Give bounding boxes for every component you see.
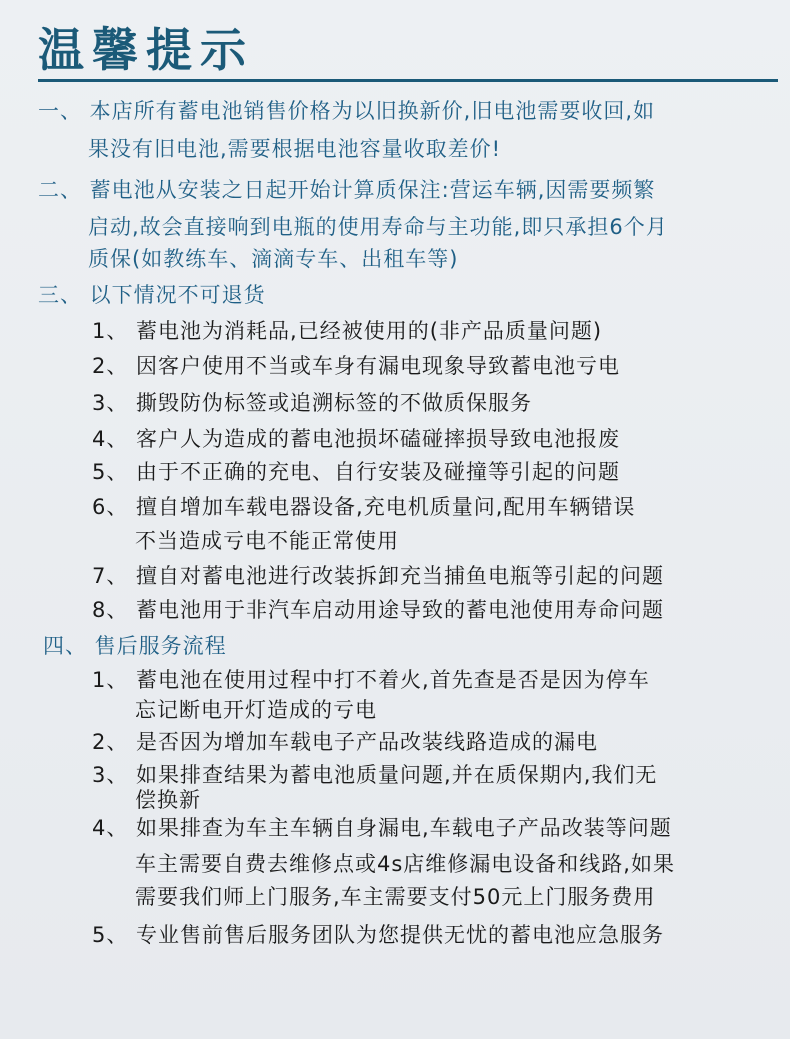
- section-2-line-1: 二、 蓄电池从安装之日起开始计算质保注:营运车辆,因需要频繁: [38, 178, 656, 202]
- section-4-item-1-cont: 忘记断电开灯造成的亏电: [135, 698, 377, 722]
- section-3-item-6: 6、 擅自增加车载电器设备,充电机质量问,配用车辆错误: [92, 495, 636, 519]
- section-3-item-8: 8、 蓄电池用于非汽车启动用途导致的蓄电池使用寿命问题: [92, 598, 665, 622]
- section-3-item-4: 4、 客户人为造成的蓄电池损坏磕碰摔损导致电池报废: [92, 427, 621, 451]
- section-3-item-3: 3、 撕毁防伪标签或追溯标签的不做质保服务: [92, 391, 533, 415]
- section-4-item-3: 3、 如果排查结果为蓄电池质量问题,并在质保期内,我们无: [92, 763, 658, 787]
- section-4-item-4-cont-2: 需要我们师上门服务,车主需要支付50元上门服务费用: [135, 885, 656, 909]
- section-3-item-7: 7、 擅自对蓄电池进行改装拆卸充当捕鱼电瓶等引起的问题: [92, 564, 665, 588]
- section-4-item-3-cont: 偿换新: [135, 788, 201, 812]
- section-4-item-5: 5、 专业售前售后服务团队为您提供无忧的蓄电池应急服务: [92, 923, 665, 947]
- section-4-item-1: 1、 蓄电池在使用过程中打不着火,首先查是否是因为停车: [92, 668, 650, 692]
- section-1-line-1: 一、 本店所有蓄电池销售价格为以旧换新价,旧电池需要收回,如: [38, 99, 656, 123]
- title-underline: [38, 79, 778, 82]
- section-2-line-3: 质保(如教练车、滴滴专车、出租车等): [88, 247, 459, 271]
- section-3-heading: 三、 以下情况不可退货: [38, 283, 266, 307]
- section-3-item-5: 5、 由于不正确的充电、自行安装及碰撞等引起的问题: [92, 460, 621, 484]
- section-3-item-2: 2、 因客户使用不当或车身有漏电现象导致蓄电池亏电: [92, 354, 621, 378]
- section-4-heading: 四、 售后服务流程: [43, 634, 227, 658]
- section-2-line-2: 启动,故会直接响到电瓶的使用寿命与主功能,即只承担6个月: [88, 215, 668, 239]
- section-4-item-4: 4、 如果排查为车主车辆自身漏电,车载电子产品改装等问题: [92, 816, 672, 840]
- section-3-item-6-cont: 不当造成亏电不能正常使用: [135, 529, 399, 553]
- section-4-item-2: 2、 是否因为增加车载电子产品改装线路造成的漏电: [92, 730, 599, 754]
- section-1-line-2: 果没有旧电池,需要根据电池容量收取差价!: [88, 137, 502, 161]
- section-4-item-4-cont-1: 车主需要自费去维修点或4s店维修漏电设备和线路,如果: [135, 852, 675, 876]
- page-title: 温馨提示: [38, 23, 254, 77]
- section-3-item-1: 1、 蓄电池为消耗品,已经被使用的(非产品质量问题): [92, 319, 603, 343]
